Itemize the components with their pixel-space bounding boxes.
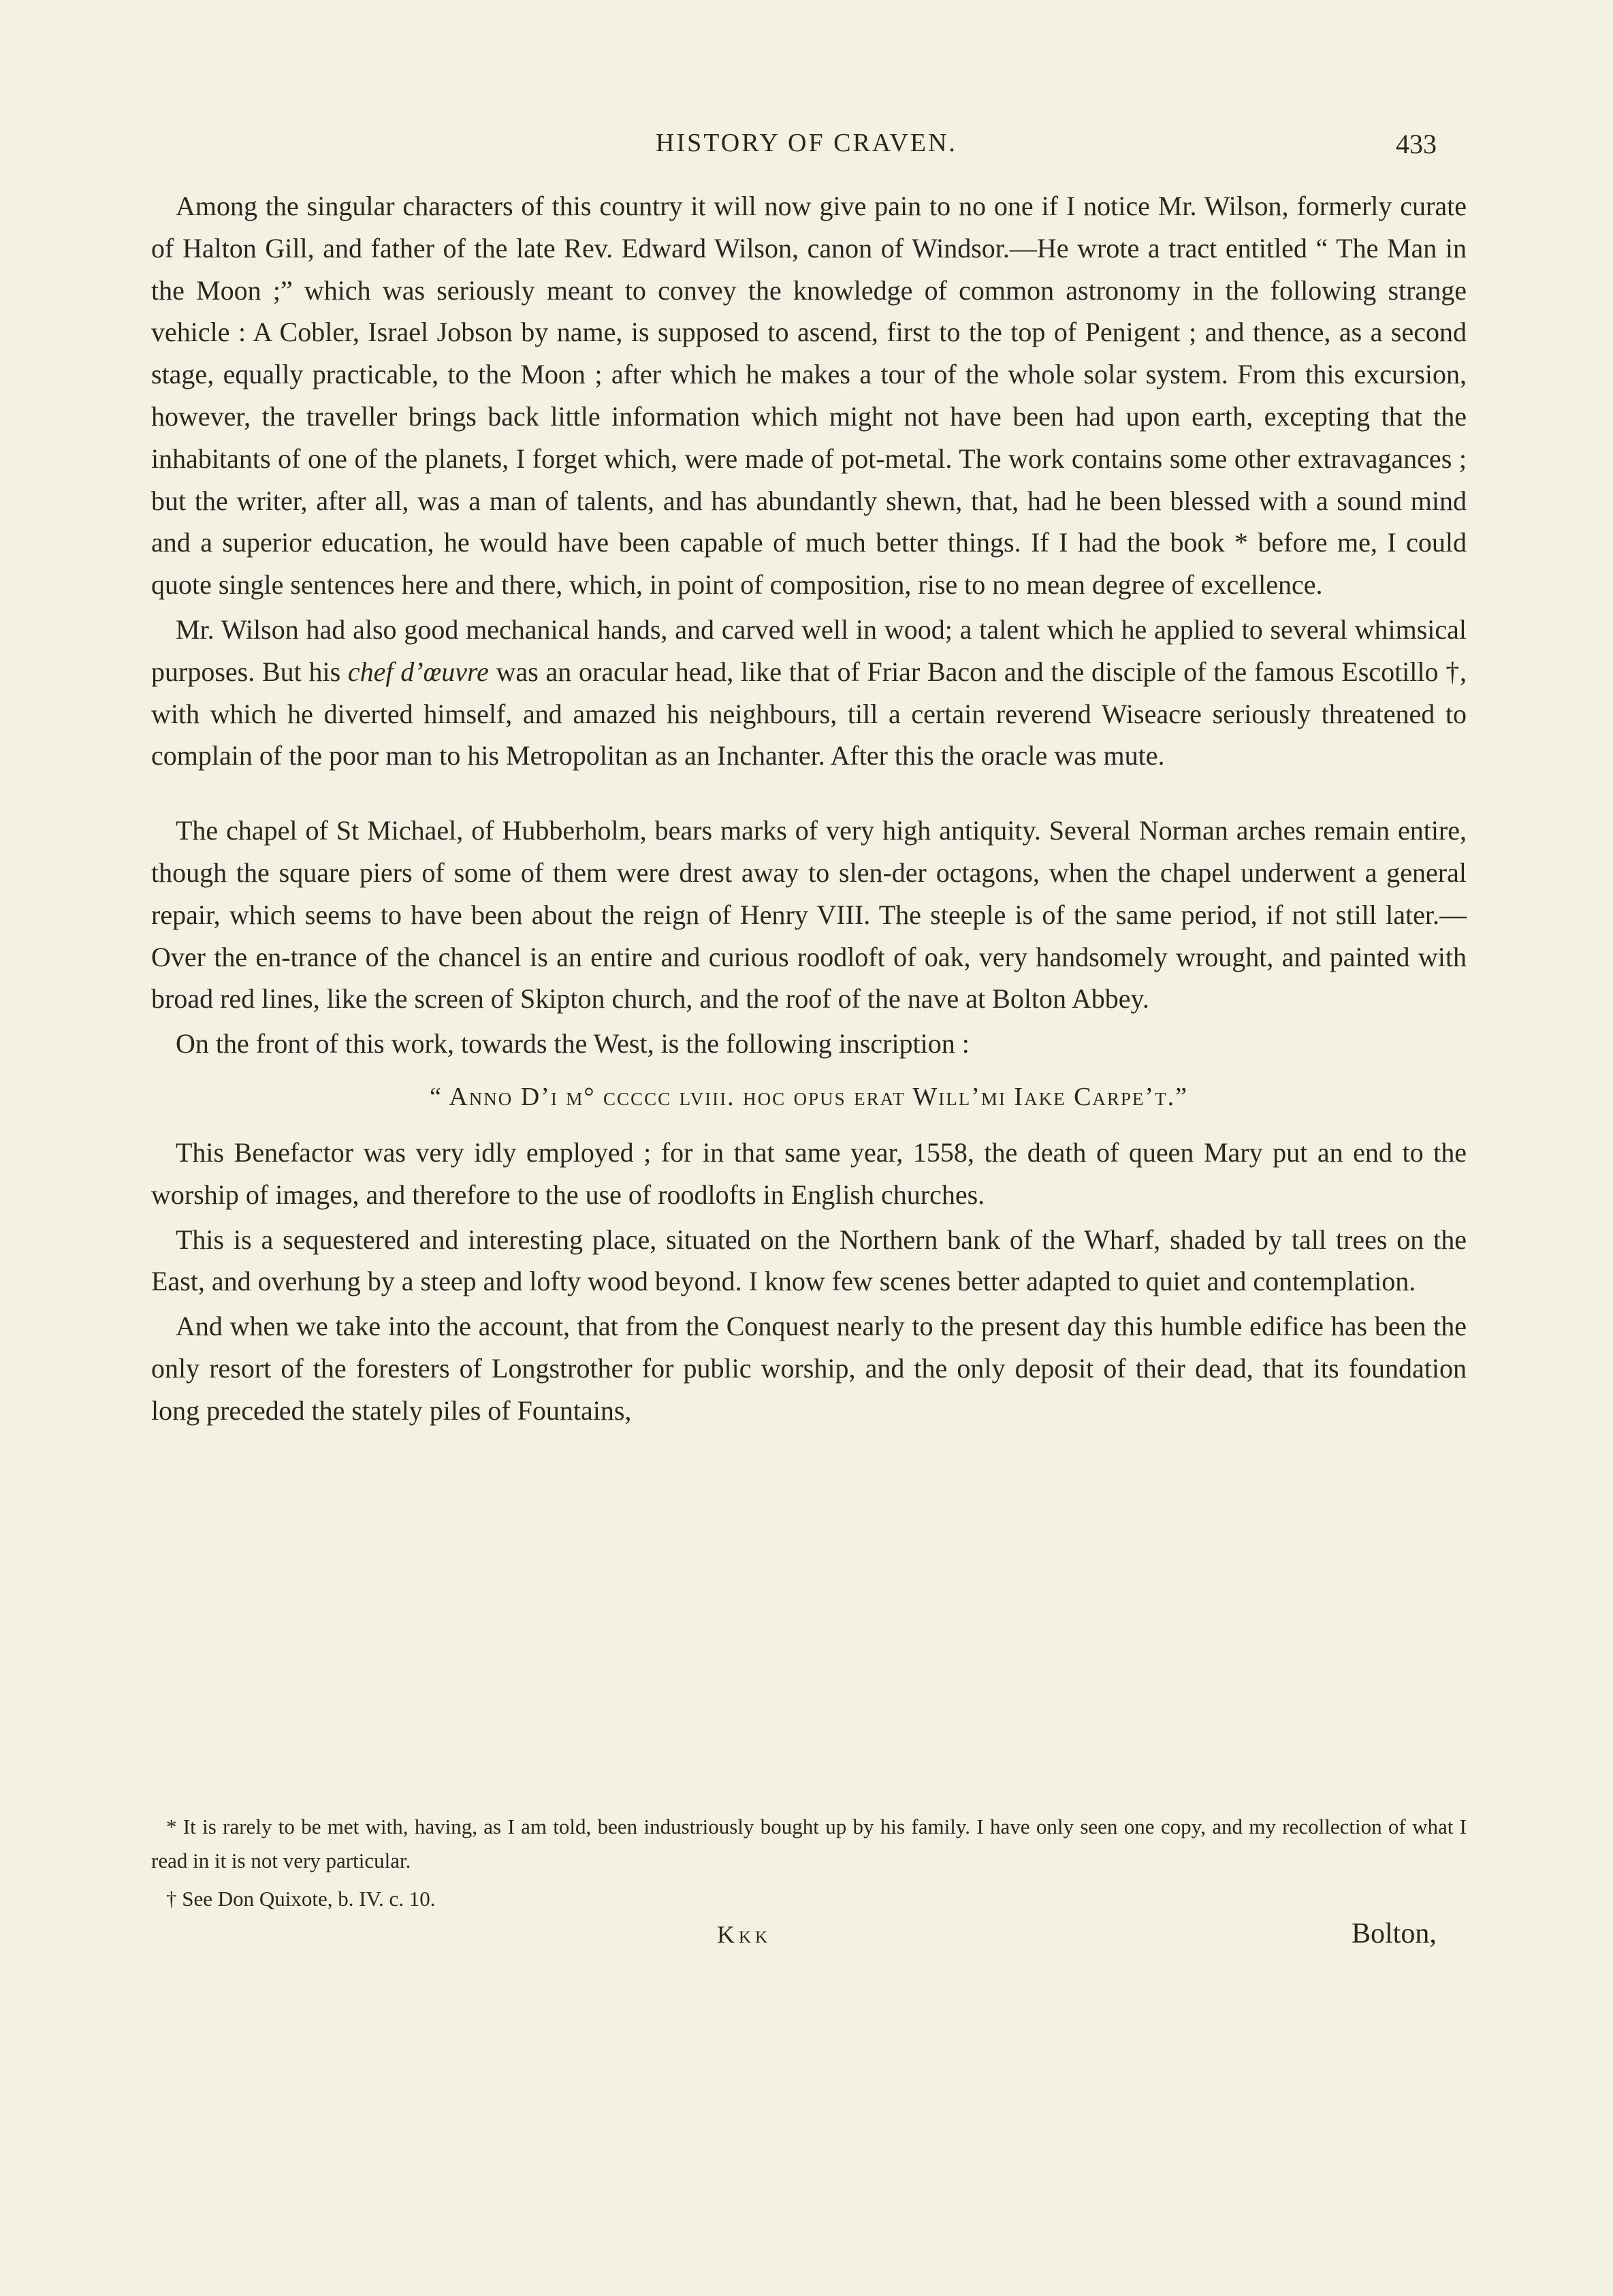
paragraph-chapel: The chapel of St Michael, of Hubberholm, bears marks of very high antiquity. Several Norman arches remain entire, though the square piers of some of them were drest away to slen-der octagons, when the chapel underwent a general repair, which seems to have been about the reign of Henry VIII. The steeple is of the same period, if not still later.—Over the en-trance of the chancel is an entire and curious roodloft of oak, very handsomely wrought, and painted with broad red lines, like the screen of Skipton church, and the roof of the nave at Bolton Abbey. [151,815,1467,1015]
signature-mark: Kkk [717,1921,772,1948]
paragraph-sequestered-place: This is a sequestered and interesting place, situated on the Northern bank of the Wharf, shaded by tall trees on the East, and overhung by a steep and lofty wood beyond. I know few scenes better adapted to quiet and contemplation. [151,1224,1467,1297]
footnote-dagger: † See Don Quixote, b. IV. c. 10. [166,1887,436,1911]
catchword: Bolton, [1352,1918,1437,1949]
running-title: HISTORY OF CRAVEN. [656,129,957,157]
footnote-asterisk: * It is rarely to be met with, having, as I am told, been industriously bought up by his family. I have only seen one copy, and my recollection of what I read in it is not very particular. [151,1815,1467,1872]
paragraph-wilson: Among the singular characters of this country it will now give pain to no one if I notice Mr. Wilson, formerly curate of Halton Gill, and father of the late Rev. Edward Wilson, canon of Windsor.—He wrote a tract entitled “ The Man in the Moon ;” which was seriously meant to convey the knowledge of common astronomy in the following strange vehicle : A Cobler, Israel Jobson by name, is supposed to ascend, first to the top of Penigent ; and thence, as a second stage, equally practicable, to the Moon ; after which he makes a tour of the whole solar system. From this excursion, however, the traveller brings back little information which might not have been had upon earth, excepting that the inhabitants of one of the planets, I forget which, were made of pot-metal. The work contains some other extravagances ; but the writer, after all, was a man of talents, and has abundantly shewn, that, had he been blessed with a sound mind and a superior education, he would have been capable of much better things. If I had the book * before me, I could quote single sentences here and there, which, in point of composition, rise to no mean degree of excellence. [151,191,1467,601]
page-number: 433 [1396,129,1437,159]
paragraph-oracular-head-start: Mr. Wilson had also good mechanical hands, and carved well in wood; a talent which he applied to several whimsical purposes. But his [151,613,1467,687]
running-head [0,128,1613,169]
paragraph-oracular-head [151,609,1467,777]
footnotes [151,1810,1467,1916]
main-text [151,185,1467,1432]
paragraph-inscription-intro: On the front of this work, towards the West, is the following inscription : [176,1028,970,1059]
paragraph-humble-edifice: And when we take into the account, that from the Conquest nearly to the present day this humble edifice has been the only resort of the foresters of Longstrother for public worship, and the only deposit of their dead, that its foundation long preceded the stately piles of Fountains, [151,1311,1467,1426]
inscription: “ Anno D’i m° ccccc lviii. hoc opus erat Will’mi Iake Carpe’t.” [430,1082,1188,1111]
chef-doeuvre-italic: chef d’œuvre [347,656,489,687]
paragraph-oracular-head-end: was an oracular head, like that of Friar Bacon and the disciple of the famous Escotillo †, with which he diverted himself, and amazed his neighbours, till a certain reverend Wiseacre seriously threatened to complain of the poor man to his Metropolitan as an Inchanter. After this the oracle was mute. [151,656,1467,771]
paragraph-benefactor: This Benefactor was very idly employed ; for in that same year, 1558, the death of queen Mary put an end to the worship of images, and therefore to the use of roodlofts in English churches. [151,1136,1467,1210]
